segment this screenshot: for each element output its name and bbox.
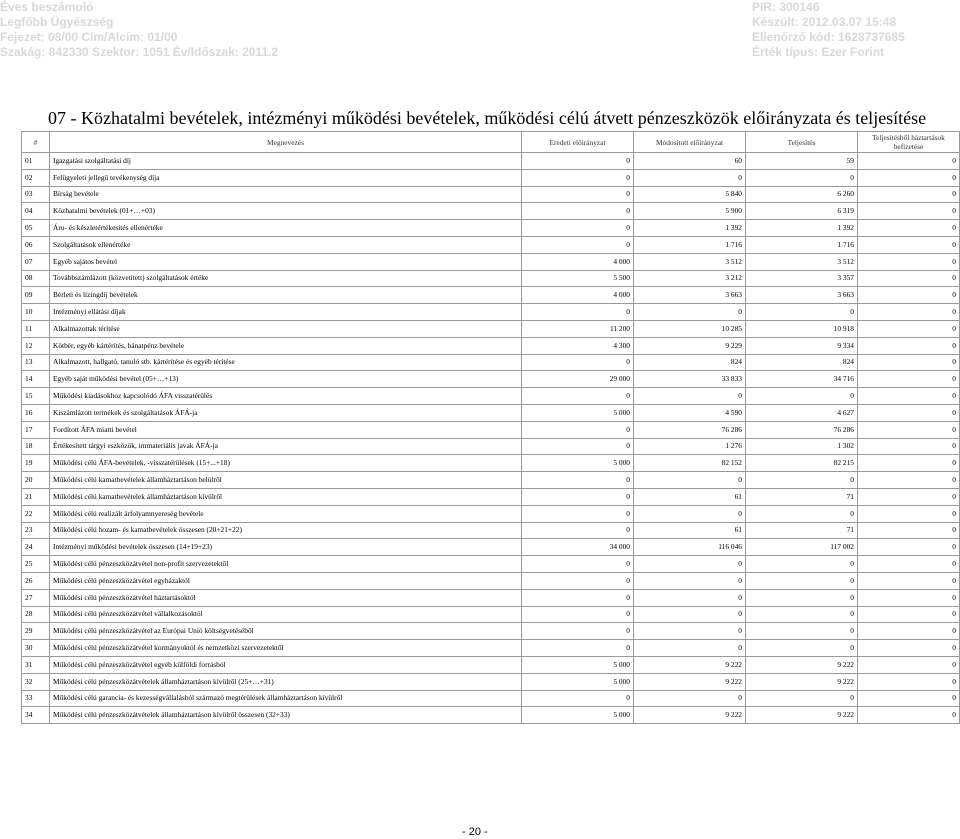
- cell-performance: 9 222: [746, 673, 858, 690]
- table-row: [22, 320, 960, 337]
- cell-name: Bírság bevétele: [50, 186, 522, 203]
- cell-name: Alkalmazott, hallgató, tanuló stb. kártérítése és egyéb térítése: [50, 354, 522, 371]
- cell-original: 0: [522, 690, 634, 707]
- cell-household: 0: [858, 438, 960, 455]
- cell-performance: 3 357: [746, 270, 858, 287]
- col-header-original: Eredeti előirányzat: [522, 132, 634, 153]
- cell-household: 0: [858, 539, 960, 556]
- cell-household: 0: [858, 472, 960, 489]
- cell-original: 0: [522, 153, 634, 170]
- cell-household: 0: [858, 270, 960, 287]
- cell-original: 0: [522, 556, 634, 573]
- cell-modified: 0: [634, 572, 746, 589]
- cell-household: 0: [858, 203, 960, 220]
- cell-modified: 4 590: [634, 404, 746, 421]
- table-row: [22, 186, 960, 203]
- table-row: [22, 220, 960, 237]
- cell-performance: 9 222: [746, 707, 858, 724]
- cell-performance: 3 663: [746, 287, 858, 304]
- cell-modified: 0: [634, 388, 746, 405]
- cell-household: 0: [858, 690, 960, 707]
- col-header-id: #: [22, 132, 50, 153]
- cell-modified: 824: [634, 354, 746, 371]
- cell-original: 11 200: [522, 320, 634, 337]
- table-row: [22, 354, 960, 371]
- cell-performance: 0: [746, 472, 858, 489]
- cell-original: 4 300: [522, 337, 634, 354]
- cell-name: Intézményi működési bevételek összesen (14+19+23): [50, 539, 522, 556]
- table-row: [22, 522, 960, 539]
- cell-id: 16: [22, 404, 50, 421]
- cell-performance: 4 627: [746, 404, 858, 421]
- table-row: [22, 673, 960, 690]
- cell-household: 0: [858, 606, 960, 623]
- cell-name: Kiszámlázott termékek és szolgáltatások ÁFÁ-ja: [50, 404, 522, 421]
- cell-name: Intézményi ellátási díjak: [50, 304, 522, 321]
- cell-household: 0: [858, 673, 960, 690]
- cell-performance: 82 215: [746, 455, 858, 472]
- cell-household: 0: [858, 522, 960, 539]
- cell-original: 0: [522, 472, 634, 489]
- cell-name: Szolgáltatások ellenértéke: [50, 236, 522, 253]
- cell-id: 08: [22, 270, 50, 287]
- cell-performance: 71: [746, 522, 858, 539]
- cell-household: 0: [858, 488, 960, 505]
- cell-modified: 9 222: [634, 707, 746, 724]
- cell-modified: 1 392: [634, 220, 746, 237]
- cell-performance: 3 512: [746, 253, 858, 270]
- cell-performance: 0: [746, 304, 858, 321]
- cell-household: 0: [858, 707, 960, 724]
- cell-modified: 0: [634, 606, 746, 623]
- cell-household: 0: [858, 304, 960, 321]
- table-row: [22, 455, 960, 472]
- cell-modified: 0: [634, 556, 746, 573]
- table-row: [22, 572, 960, 589]
- col-header-household: Teljesítésből háztartások befizetése: [858, 132, 960, 153]
- cell-id: 22: [22, 505, 50, 522]
- cell-name: Egyéb sajátos bevétel: [50, 253, 522, 270]
- cell-modified: 3 663: [634, 287, 746, 304]
- cell-household: 0: [858, 186, 960, 203]
- cell-name: Működési célú pénzeszközátvétel vállalkozásoktól: [50, 606, 522, 623]
- cell-name: Működési célú kamatbevételek államháztartáson kívülről: [50, 488, 522, 505]
- budget-table: [21, 131, 960, 724]
- cell-household: 0: [858, 640, 960, 657]
- cell-performance: 0: [746, 572, 858, 589]
- cell-id: 15: [22, 388, 50, 405]
- cell-original: 0: [522, 522, 634, 539]
- table-row: [22, 556, 960, 573]
- cell-name: Működési kiadásokhoz kapcsolódó ÁFA visszatérülés: [50, 388, 522, 405]
- cell-name: Igazgatási szolgáltatási díj: [50, 153, 522, 170]
- cell-performance: 76 286: [746, 421, 858, 438]
- cell-original: 5 000: [522, 707, 634, 724]
- table-row: [22, 488, 960, 505]
- cell-original: 0: [522, 606, 634, 623]
- cell-original: 0: [522, 421, 634, 438]
- table-row: [22, 707, 960, 724]
- cell-name: Működési célú garancia- és kezességvállalásból származó megtérülések államháztartáson kívülről: [50, 690, 522, 707]
- table-row: [22, 169, 960, 186]
- cell-id: 28: [22, 606, 50, 623]
- cell-modified: 0: [634, 589, 746, 606]
- cell-modified: 1 276: [634, 438, 746, 455]
- table-row: [22, 623, 960, 640]
- cell-household: 0: [858, 656, 960, 673]
- table-row: [22, 371, 960, 388]
- table-row: [22, 539, 960, 556]
- cell-original: 0: [522, 623, 634, 640]
- cell-modified: 60: [634, 153, 746, 170]
- report-type: Éves beszámoló: [0, 0, 94, 14]
- cell-name: Működési célú pénzeszközátvétel non-profit szervezetektől: [50, 556, 522, 573]
- cell-id: 19: [22, 455, 50, 472]
- cell-performance: 0: [746, 169, 858, 186]
- cell-original: 4 000: [522, 253, 634, 270]
- cell-modified: 0: [634, 640, 746, 657]
- table-row: [22, 388, 960, 405]
- table-row: [22, 270, 960, 287]
- cell-original: 5 000: [522, 404, 634, 421]
- cell-modified: 61: [634, 522, 746, 539]
- cell-id: 27: [22, 589, 50, 606]
- table-row: [22, 287, 960, 304]
- cell-id: 14: [22, 371, 50, 388]
- cell-id: 34: [22, 707, 50, 724]
- cell-id: 01: [22, 153, 50, 170]
- table-row: [22, 690, 960, 707]
- cell-original: 0: [522, 388, 634, 405]
- table-row: [22, 606, 960, 623]
- cell-original: 0: [522, 169, 634, 186]
- cell-household: 0: [858, 371, 960, 388]
- cell-id: 20: [22, 472, 50, 489]
- cell-name: Működési célú pénzeszközátvétel kormányoktól és nemzetközi szervezetektől: [50, 640, 522, 657]
- table-row: [22, 404, 960, 421]
- cell-name: Működési célú kamatbevételek államháztartáson belülről: [50, 472, 522, 489]
- cell-household: 0: [858, 589, 960, 606]
- cell-id: 04: [22, 203, 50, 220]
- cell-household: 0: [858, 505, 960, 522]
- table-row: [22, 304, 960, 321]
- cell-name: Működési célú pénzeszközátvétel egyéb külföldi forrásból: [50, 656, 522, 673]
- cell-original: 0: [522, 304, 634, 321]
- cell-original: 34 000: [522, 539, 634, 556]
- cell-performance: 6 260: [746, 186, 858, 203]
- cell-original: 0: [522, 488, 634, 505]
- cell-modified: 9 222: [634, 656, 746, 673]
- table-row: [22, 438, 960, 455]
- cell-performance: 0: [746, 640, 858, 657]
- cell-modified: 0: [634, 505, 746, 522]
- cell-name: Működési célú pénzeszközátvétel egyházaktól: [50, 572, 522, 589]
- cell-id: 29: [22, 623, 50, 640]
- cell-household: 0: [858, 404, 960, 421]
- cell-modified: 3 512: [634, 253, 746, 270]
- cell-original: 29 000: [522, 371, 634, 388]
- cell-id: 11: [22, 320, 50, 337]
- cell-id: 18: [22, 438, 50, 455]
- cell-modified: 1 716: [634, 236, 746, 253]
- cell-id: 10: [22, 304, 50, 321]
- cell-name: Továbbszámlázott (közvetített) szolgáltatások értéke: [50, 270, 522, 287]
- cell-modified: 82 152: [634, 455, 746, 472]
- table-row: [22, 203, 960, 220]
- chapter-title-info: Fejezet: 08/00 Cím/Alcím: 01/00: [0, 30, 178, 44]
- cell-original: 5 000: [522, 455, 634, 472]
- cell-household: 0: [858, 153, 960, 170]
- cell-original: 0: [522, 203, 634, 220]
- cell-modified: 5 840: [634, 186, 746, 203]
- cell-name: Közhatalmi bevételek (01+…+03): [50, 203, 522, 220]
- sector-period-info: Szakág: 842330 Szektor: 1051 Év/Időszak: 2011.2: [0, 45, 279, 59]
- cell-name: Kötbér, egyéb kártérítés, bánatpénz bevétele: [50, 337, 522, 354]
- cell-id: 02: [22, 169, 50, 186]
- cell-original: 0: [522, 438, 634, 455]
- cell-performance: 0: [746, 623, 858, 640]
- cell-name: Fordított ÁFA miatti bevétel: [50, 421, 522, 438]
- header-right: [752, 0, 905, 60]
- cell-household: 0: [858, 556, 960, 573]
- cell-id: 07: [22, 253, 50, 270]
- cell-original: 0: [522, 572, 634, 589]
- cell-id: 17: [22, 421, 50, 438]
- cell-performance: 10 918: [746, 320, 858, 337]
- cell-performance: 9 334: [746, 337, 858, 354]
- created-timestamp: Készült: 2012.03.07 15:48: [752, 15, 897, 29]
- cell-id: 25: [22, 556, 50, 573]
- cell-performance: 0: [746, 606, 858, 623]
- pir-number: PIR: 300146: [752, 0, 820, 14]
- cell-name: Működési célú realizált árfolyamnyereség bevétele: [50, 505, 522, 522]
- table-row: [22, 656, 960, 673]
- cell-original: 4 000: [522, 287, 634, 304]
- table-row: [22, 337, 960, 354]
- cell-original: 0: [522, 640, 634, 657]
- cell-name: Értékesített tárgyi eszközök, immateriális javak ÁFÁ-ja: [50, 438, 522, 455]
- cell-id: 12: [22, 337, 50, 354]
- cell-id: 06: [22, 236, 50, 253]
- cell-name: Működési célú pénzeszközátvételek államháztartáson kívülről (25+…+31): [50, 673, 522, 690]
- cell-performance: 1 716: [746, 236, 858, 253]
- cell-id: 13: [22, 354, 50, 371]
- page-number: - 20 -: [462, 826, 488, 838]
- cell-household: 0: [858, 320, 960, 337]
- cell-name: Alkalmazottak térítése: [50, 320, 522, 337]
- cell-name: Egyéb saját működési bevétel (05+…+13): [50, 371, 522, 388]
- cell-household: 0: [858, 236, 960, 253]
- cell-modified: 61: [634, 488, 746, 505]
- cell-id: 03: [22, 186, 50, 203]
- cell-id: 09: [22, 287, 50, 304]
- table-row: [22, 236, 960, 253]
- cell-modified: 76 286: [634, 421, 746, 438]
- cell-original: 0: [522, 354, 634, 371]
- table-row: [22, 640, 960, 657]
- cell-name: Bérleti és lízingdíj bevételek: [50, 287, 522, 304]
- col-header-performance: Teljesítés: [746, 132, 858, 153]
- cell-performance: 0: [746, 556, 858, 573]
- header-left: [0, 0, 278, 60]
- cell-performance: 824: [746, 354, 858, 371]
- cell-performance: 117 002: [746, 539, 858, 556]
- cell-household: 0: [858, 253, 960, 270]
- cell-performance: 71: [746, 488, 858, 505]
- cell-id: 23: [22, 522, 50, 539]
- cell-modified: 9 229: [634, 337, 746, 354]
- cell-modified: 0: [634, 690, 746, 707]
- table-row: [22, 421, 960, 438]
- cell-name: Működési célú pénzeszközátvétel az Európai Unió költségvetéséből: [50, 623, 522, 640]
- col-header-modified: Módosított előirányzat: [634, 132, 746, 153]
- cell-modified: 116 046: [634, 539, 746, 556]
- cell-id: 33: [22, 690, 50, 707]
- cell-household: 0: [858, 388, 960, 405]
- cell-modified: 5 900: [634, 203, 746, 220]
- cell-household: 0: [858, 623, 960, 640]
- cell-name: Felügyeleti jellegű tevékenység díja: [50, 169, 522, 186]
- cell-original: 0: [522, 236, 634, 253]
- cell-modified: 0: [634, 169, 746, 186]
- cell-original: 0: [522, 589, 634, 606]
- value-type: Érték típus: Ezer Forint: [752, 45, 885, 59]
- cell-original: 0: [522, 220, 634, 237]
- table-row: [22, 253, 960, 270]
- cell-id: 21: [22, 488, 50, 505]
- cell-id: 24: [22, 539, 50, 556]
- cell-performance: 0: [746, 388, 858, 405]
- cell-modified: 0: [634, 623, 746, 640]
- page-title: 07 - Közhatalmi bevételek, intézményi működési bevételek, működési célú átvett pénzeszközök előirányzata és teljesítése: [48, 108, 927, 128]
- cell-name: Működési célú pénzeszközátvétel háztartásoktól: [50, 589, 522, 606]
- cell-performance: 59: [746, 153, 858, 170]
- cell-modified: 33 833: [634, 371, 746, 388]
- organization-name: Legfőbb Ügyészség: [0, 15, 114, 29]
- cell-id: 31: [22, 656, 50, 673]
- cell-household: 0: [858, 421, 960, 438]
- cell-household: 0: [858, 337, 960, 354]
- cell-household: 0: [858, 354, 960, 371]
- cell-modified: 3 212: [634, 270, 746, 287]
- cell-original: 0: [522, 186, 634, 203]
- cell-name: Áru- és készletértékesítés ellenértéke: [50, 220, 522, 237]
- col-header-name: Megnevezés: [50, 132, 522, 153]
- cell-household: 0: [858, 455, 960, 472]
- cell-performance: 9 222: [746, 656, 858, 673]
- cell-original: 0: [522, 505, 634, 522]
- table-row: [22, 589, 960, 606]
- cell-id: 26: [22, 572, 50, 589]
- control-code: Ellenőrző kód: 1628737685: [752, 30, 905, 44]
- cell-name: Működési célú pénzeszközátvételek államháztartáson kívülről összesen (32+33): [50, 707, 522, 724]
- cell-performance: 1 302: [746, 438, 858, 455]
- cell-performance: 34 716: [746, 371, 858, 388]
- cell-performance: 0: [746, 505, 858, 522]
- cell-household: 0: [858, 169, 960, 186]
- cell-modified: 9 222: [634, 673, 746, 690]
- cell-original: 5 000: [522, 673, 634, 690]
- cell-modified: 0: [634, 472, 746, 489]
- cell-performance: 1 392: [746, 220, 858, 237]
- cell-household: 0: [858, 220, 960, 237]
- cell-performance: 0: [746, 589, 858, 606]
- cell-household: 0: [858, 572, 960, 589]
- cell-id: 30: [22, 640, 50, 657]
- table-row: [22, 472, 960, 489]
- cell-performance: 0: [746, 690, 858, 707]
- cell-name: Működési célú ÁFA-bevételek, -visszatérülések (15+...+18): [50, 455, 522, 472]
- cell-modified: 10 285: [634, 320, 746, 337]
- cell-name: Működési célú hozam- és kamatbevételek összesen (20+21+22): [50, 522, 522, 539]
- cell-id: 05: [22, 220, 50, 237]
- cell-modified: 0: [634, 304, 746, 321]
- cell-id: 32: [22, 673, 50, 690]
- cell-performance: 6 319: [746, 203, 858, 220]
- cell-original: 5 000: [522, 656, 634, 673]
- table-body: [22, 153, 960, 724]
- table-row: [22, 505, 960, 522]
- table-header-row: [22, 132, 960, 153]
- cell-original: 5 500: [522, 270, 634, 287]
- table-row: [22, 153, 960, 170]
- cell-household: 0: [858, 287, 960, 304]
